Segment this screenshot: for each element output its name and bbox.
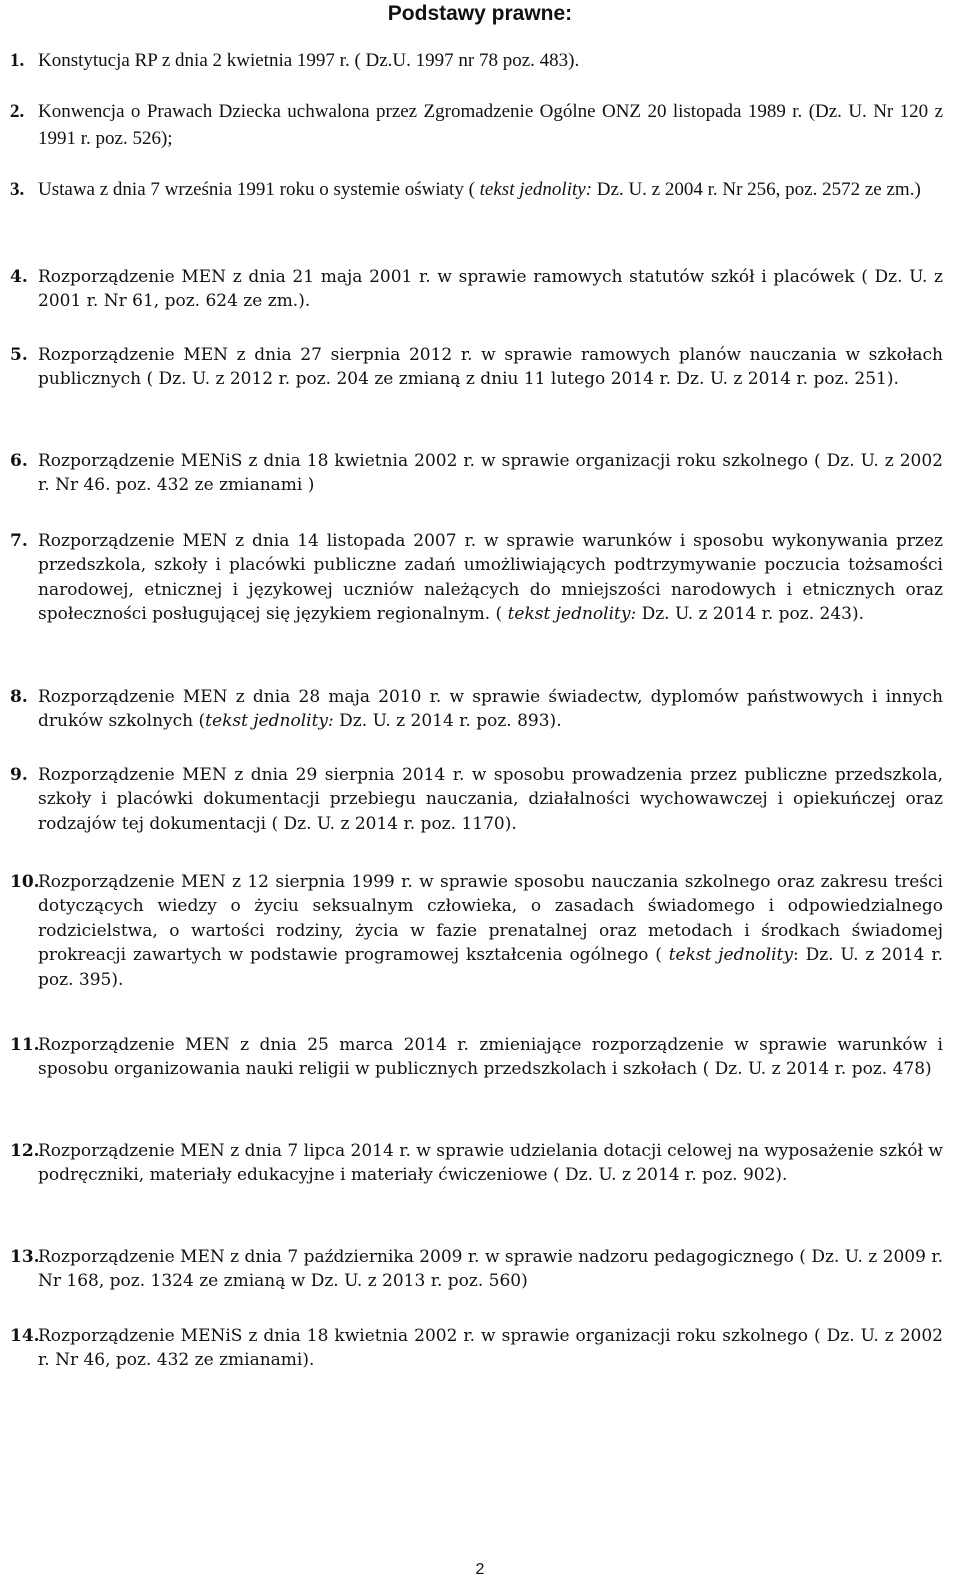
item-text: Konstytucja RP z dnia 2 kwietnia 1997 r. ( Dz.U. 1997 nr 78 poz. 483). bbox=[38, 50, 580, 71]
item-text: Ustawa z dnia 7 września 1991 roku o systemie oświaty ( tekst jednolity: Dz. U. z 2004 r. Nr 256, poz. 2572 ze zm.) bbox=[38, 179, 921, 200]
item-text: Rozporządzenie MEN z dnia 14 listopada 2007 r. w sprawie warunków i sposobu wykonywania przez przedszkola, szkoły i placówki publiczne zadań umożliwiających podtrzymywanie poczucia tożsamości narodowej, etnicznej i językowej uczniów należących do mniejszości narodowych i etnicznych oraz społeczności posługującej się językiem regionalnym. ( tekst jednolity: Dz. U. z 2014 r. poz. 243). bbox=[38, 531, 943, 625]
item-text: Rozporządzenie MEN z dnia 25 marca 2014 r. zmieniające rozporządzenie w sprawie warunków i sposobu organizowania nauki religii w publicznych przedszkolach i szkołach ( Dz. U. z 2014 r. poz. 478) bbox=[38, 1035, 943, 1080]
item-number: 13. bbox=[10, 1247, 40, 1267]
page-title: Podstawy prawne: bbox=[387, 2, 573, 25]
item-number: 10. bbox=[10, 872, 40, 892]
list-item bbox=[10, 1139, 943, 1188]
item-text: Rozporządzenie MEN z dnia 7 lipca 2014 r. w sprawie udzielania dotacji celowej na wyposażenie szkół w podręczniki, materiały edukacyjne i materiały ćwiczeniowe ( Dz. U. z 2014 r. poz. 902). bbox=[38, 1141, 943, 1186]
item-number: 1. bbox=[10, 50, 25, 71]
item-text: Rozporządzenie MEN z dnia 29 sierpnia 2014 r. w sposobu prowadzenia przez publiczne przedszkola, szkoły i placówki dokumentacji przebiegu nauczania, działalności wychowawczej i opiekuńczej oraz rodzajów tej dokumentacji ( Dz. U. z 2014 r. poz. 1170). bbox=[38, 765, 943, 834]
list-item bbox=[10, 98, 943, 152]
list-item bbox=[10, 1245, 943, 1294]
item-number: 2. bbox=[10, 101, 25, 122]
page-number: 2 bbox=[475, 1561, 485, 1578]
item-number: 9. bbox=[10, 765, 28, 785]
list-item bbox=[10, 763, 943, 836]
list-item bbox=[10, 685, 943, 734]
item-number: 3. bbox=[10, 179, 25, 200]
item-text: Konwencja o Prawach Dziecka uchwalona przez Zgromadzenie Ogólne ONZ 20 listopada 1989 r. (Dz. U. Nr 120 z 1991 r. poz. 526); bbox=[38, 101, 943, 149]
item-text: Rozporządzenie MENiS z dnia 18 kwietnia 2002 r. w sprawie organizacji roku szkolnego ( Dz. U. z 2002 r. Nr 46, poz. 432 ze zmianami). bbox=[38, 1326, 943, 1371]
list-item bbox=[10, 529, 943, 627]
item-number: 6. bbox=[10, 451, 28, 471]
item-text: Rozporządzenie MEN z 12 sierpnia 1999 r. w sprawie sposobu nauczania szkolnego oraz zakresu treści dotyczących wiedzy o życiu seksualnym człowieka, o zasadach świadomego i odpowiedzialnego rodzicielstwa, o wartości rodziny, życia w fazie prenatalnej oraz metodach i środkach świadomej prokreacji zawartych w podstawie programowej kształcenia ogólnego ( tekst jednolity: Dz. U. z 2014 r. poz. 395). bbox=[38, 872, 943, 990]
item-number: 4. bbox=[10, 267, 28, 287]
item-text: Rozporządzenie MEN z dnia 27 sierpnia 2012 r. w sprawie ramowych planów nauczania w szkołach publicznych ( Dz. U. z 2012 r. poz. 204 ze zmianą z dniu 11 lutego 2014 r. Dz. U. z 2014 r. poz. 251). bbox=[38, 345, 943, 390]
item-text: Rozporządzenie MEN z dnia 28 maja 2010 r. w sprawie świadectw, dyplomów państwowych i innych druków szkolnych (tekst jednolity: Dz. U. z 2014 r. poz. 893). bbox=[38, 687, 943, 732]
list-item bbox=[10, 265, 943, 314]
list-item bbox=[10, 1033, 943, 1082]
list-item bbox=[10, 176, 943, 203]
item-number: 12. bbox=[10, 1141, 40, 1161]
list-item bbox=[10, 343, 943, 392]
item-number: 7. bbox=[10, 531, 28, 551]
item-number: 11. bbox=[10, 1035, 40, 1055]
item-number: 8. bbox=[10, 687, 28, 707]
item-text: Rozporządzenie MEN z dnia 21 maja 2001 r. w sprawie ramowych statutów szkół i placówek ( Dz. U. z 2001 r. Nr 61, poz. 624 ze zm.). bbox=[38, 267, 943, 312]
list-item bbox=[10, 449, 943, 498]
list-item bbox=[10, 1324, 943, 1373]
list-item bbox=[10, 47, 943, 74]
item-number: 14. bbox=[10, 1326, 40, 1346]
item-number: 5. bbox=[10, 345, 28, 365]
item-text: Rozporządzenie MENiS z dnia 18 kwietnia 2002 r. w sprawie organizacji roku szkolnego ( Dz. U. z 2002 r. Nr 46. poz. 432 ze zmianami ) bbox=[38, 451, 943, 496]
item-text: Rozporządzenie MEN z dnia 7 października 2009 r. w sprawie nadzoru pedagogicznego ( Dz. U. z 2009 r. Nr 168, poz. 1324 ze zmianą w Dz. U. z 2013 r. poz. 560) bbox=[38, 1247, 943, 1292]
list-item bbox=[10, 870, 943, 992]
